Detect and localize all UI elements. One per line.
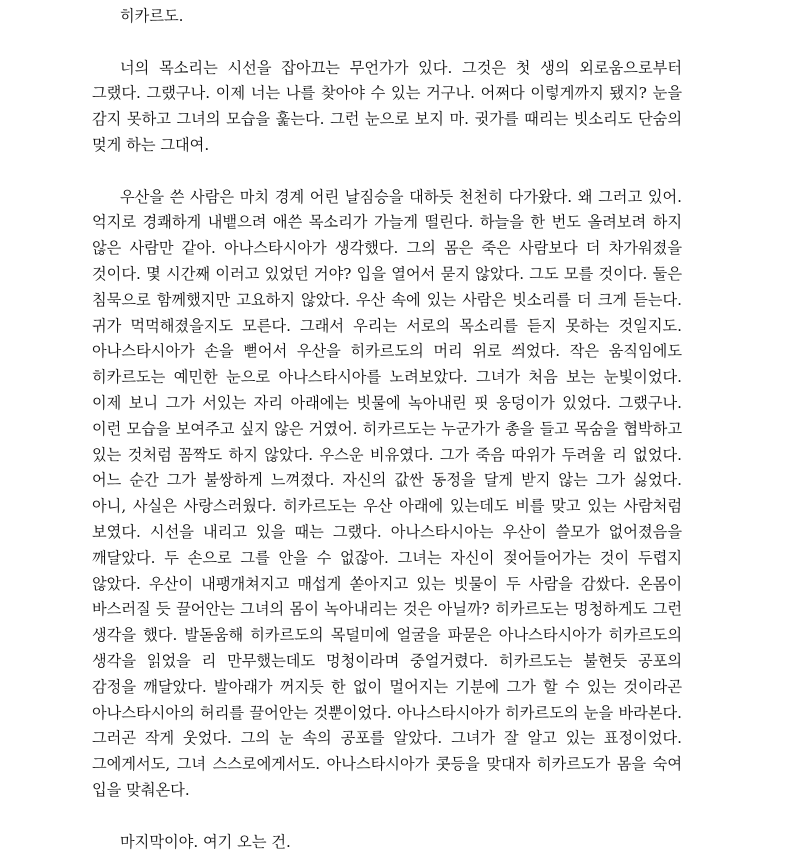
paragraph-spacer (92, 30, 682, 56)
paragraph-spacer (92, 804, 682, 830)
opening-line: 히카르도. (120, 7, 184, 25)
document-body (92, 4, 682, 855)
paragraph-voice: 너의 목소리는 시선을 잡아끄는 무언가가 있다. 그것은 첫 생의 외로움으로부터 그랬다. 그랬구나. 이제 너는 나를 찾아야 수 있는 거구나. 어쩌다 이렇게까지 됐지? 눈을 감지 못하고 그녀의 모습을 훑는다. 그런 눈으로 보지 마. 귓가를 때리는 빗소리도 단숨의 멎게 하는 그대여. (92, 58, 682, 154)
paragraph-umbrella: 우산을 쓴 사람은 마치 경계 어린 날짐승을 대하듯 천천히 다가왔다. 왜 그러고 있어. 억지로 경쾌하게 내뱉으려 애쓴 목소리가 가늘게 떨린다. 하늘을 한 번도 올려보려 하지 않은 사람만 같아. 아나스타시아가 생각했다. 그의 몸은 죽은 사람보다 더 차가워졌을 것이다. 몇 시간째 이러고 있었던 거야? 입을 열어서 묻지 않았다. 그도 모를 것이다. 둘은 침묵으로 함께했지만 고요하지 않았다. 우산 속에 있는 사람은 빗소리를 더 크게 듣는다. 귀가 먹먹해졌을지도 모른다. 그래서 우리는 서로의 목소리를 듣지 못하는 것일지도. 아나스타시아가 손을 뻗어서 우산을 히카르도의 머리 위로 씌었다. 작은 움직임에도 히카르도는 예민한 눈으로 아나스타시아를 노려보았다. 그녀가 처음 보는 눈빛이었다. 이제 보니 그가 서있는 자리 아래에는 빗물에 녹아내린 핏 웅덩이가 있었다. 그랬구나. 이런 모습을 보여주고 싶지 않은 거였어. 히카르도는 누군가가 총을 들고 목숨을 협박하고 있는 것처럼 꼼짝도 하지 않았다. 우스운 비유였다. 그가 죽음 따위가 두려울 리 없었다. 어느 순간 그가 불쌍하게 느껴졌다. 자신의 값싼 동정을 달게 받지 않는 그가 싫었다. 아니, 사실은 사랑스러웠다. 히카르도는 우산 아래에 있는데도 비를 맞고 있는 사람처럼 보였다. 시선을 내리고 있을 때는 그랬다. 아나스타시아는 우산이 쓸모가 없어졌음을 깨달았다. 두 손으로 그를 안을 수 없잖아. 그녀는 자신이 젖어들어가는 것이 두렵지 않았다. 우산이 내팽개쳐지고 매섭게 쏟아지고 있는 빗물이 두 사람을 감쌌다. 온몸이 바스러질 듯 끌어안는 그녀의 몸이 녹아내리는 것은 아닐까? 히카르도는 멍청하게도 그런 생각을 했다. 발돋움해 히카르도의 목덜미에 얼굴을 파묻은 아나스타시아가 히카르도의 생각을 읽었을 리 만무했는데도 멍청이라며 중얼거렸다. 히카르도는 불현듯 공포의 감정을 깨달았다. 발아래가 꺼지듯 한 없이 멀어지는 기분에 그가 할 수 있는 것이라곤 아나스타시아의 허리를 끌어안는 것뿐이었다. 아나스타시아가 히카르도의 눈을 바라본다. 그러곤 작게 웃었다. 그의 눈 속의 공포를 알았다. 그녀가 잘 알고 있는 표정이었다. 그에게서도, 그녀 스스로에게서도. 아나스타시아가 콧등을 맞대자 히카르도가 몸을 숙여 입을 맞춰온다. (92, 187, 682, 799)
paragraph-spacer (92, 159, 682, 185)
closing-line: 마지막이야. 여기 오는 건. (120, 832, 291, 851)
